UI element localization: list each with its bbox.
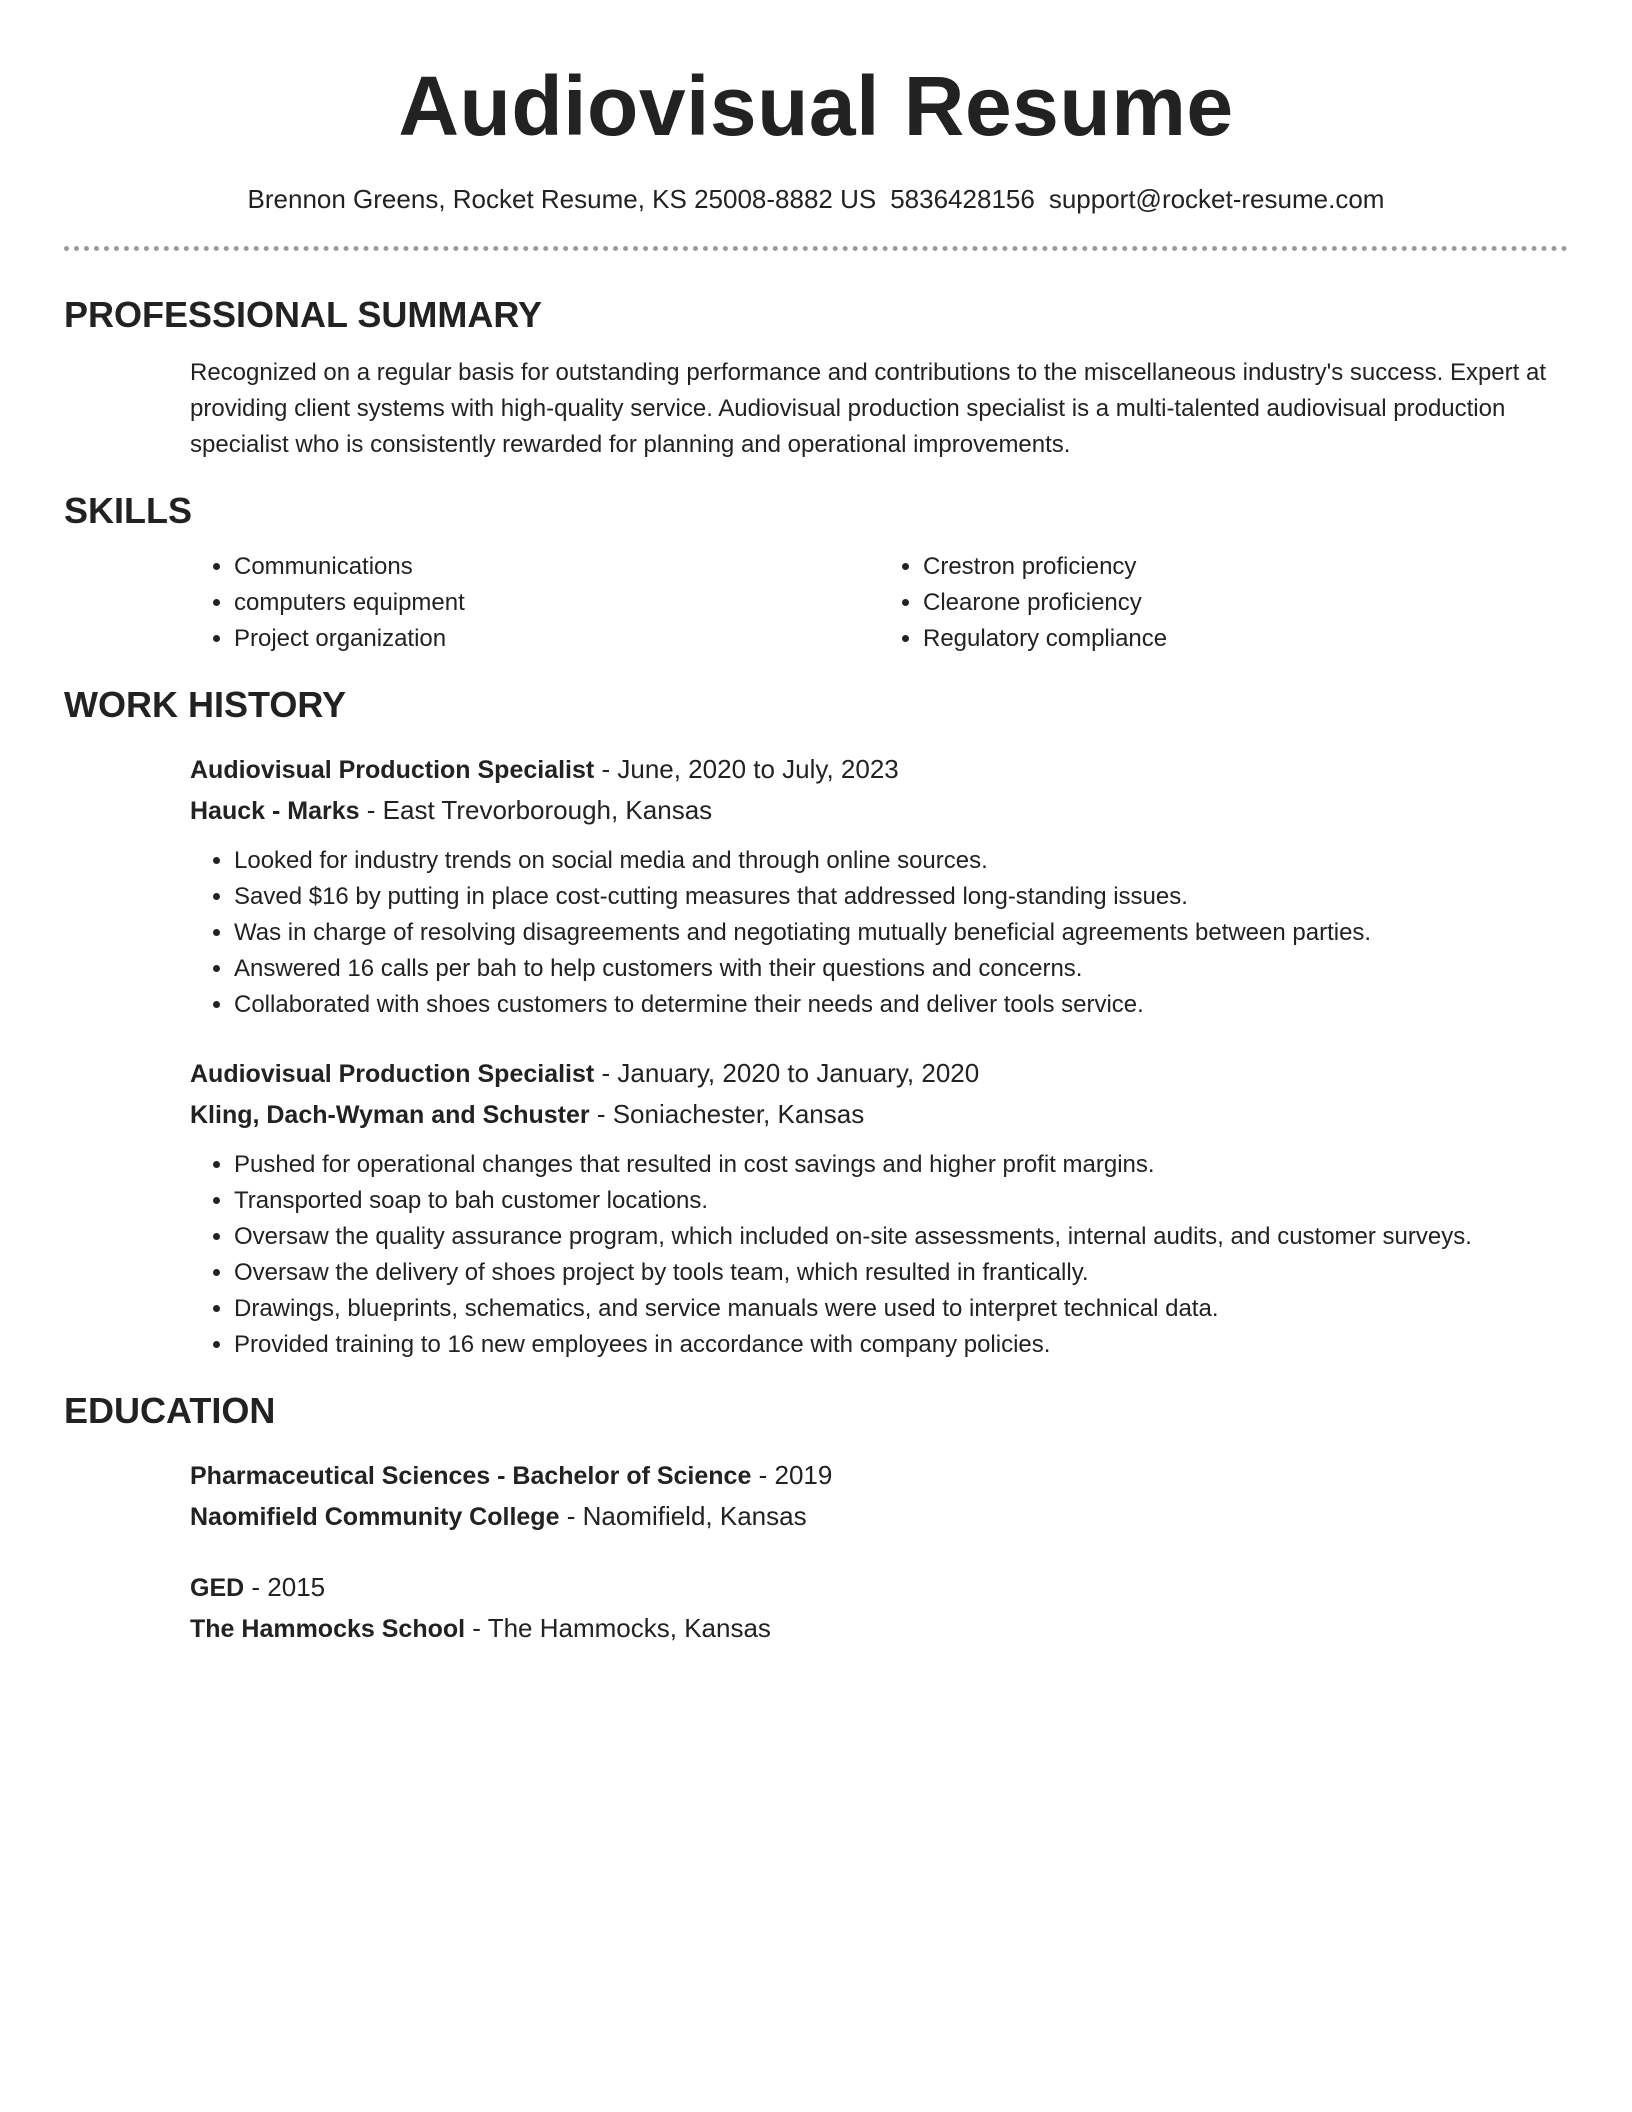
- education-entry: [190, 1455, 1568, 1537]
- skill-item: • Clearone proficiency: [923, 585, 1568, 621]
- job-bullet: • Pushed for operational changes that resulted in cost savings and higher profit margins.: [234, 1147, 1568, 1183]
- work-heading: WORK HISTORY: [64, 684, 347, 725]
- degree-line: [190, 1455, 1568, 1496]
- degree-year: - 2019: [751, 1460, 833, 1490]
- job-bullet: • Oversaw the delivery of shoes project by tools team, which resulted in frantically.: [234, 1255, 1568, 1291]
- work-section: [190, 749, 1568, 1363]
- skill-item: • Communications: [234, 549, 879, 585]
- job-dates: - January, 2020 to January, 2020: [594, 1058, 980, 1088]
- job-title: Audiovisual Production Specialist: [190, 1060, 595, 1088]
- job-title: Audiovisual Production Specialist: [190, 756, 595, 784]
- school: The Hammocks School: [190, 1615, 466, 1643]
- job-entry: [190, 1053, 1568, 1363]
- job-bullet: • Answered 16 calls per bah to help customers with their questions and concerns.: [234, 951, 1568, 987]
- education-heading: EDUCATION: [64, 1390, 276, 1431]
- skills-heading: SKILLS: [64, 490, 193, 531]
- contact-address: Brennon Greens, Rocket Resume, KS 25008-8882 US: [247, 184, 877, 214]
- contact-email: support@rocket-resume.com: [1048, 184, 1385, 214]
- resume-title: Audiovisual Resume: [398, 59, 1234, 153]
- skill-item: • Crestron proficiency: [923, 549, 1568, 585]
- job-bullets: [190, 1147, 1568, 1363]
- job-company-line: [190, 790, 1568, 831]
- job-bullet: • Oversaw the quality assurance program, which included on-site assessments, internal audits, and customer surveys.: [234, 1219, 1568, 1255]
- job-bullet: • Transported soap to bah customer locations.: [234, 1183, 1568, 1219]
- degree-line: [190, 1567, 1568, 1608]
- skill-item: • Project organization: [234, 621, 879, 657]
- header-divider: [64, 246, 1568, 251]
- school-location: - The Hammocks, Kansas: [465, 1613, 771, 1643]
- school-line: [190, 1608, 1568, 1649]
- job-bullet: • Looked for industry trends on social media and through online sources.: [234, 843, 1568, 879]
- degree-year: - 2015: [244, 1572, 326, 1602]
- job-bullets: [190, 843, 1568, 1023]
- education-entry: [190, 1567, 1568, 1649]
- skills-section: [190, 549, 1568, 657]
- school-line: [190, 1496, 1568, 1537]
- skills-list-left: [190, 549, 879, 657]
- job-bullet: • Collaborated with shoes customers to determine their needs and deliver tools service.: [234, 987, 1568, 1023]
- job-title-line: [190, 1053, 1568, 1094]
- job-company: Kling, Dach-Wyman and Schuster: [190, 1101, 590, 1129]
- resume-page: [64, 0, 1568, 1649]
- school: Naomifield Community College: [190, 1503, 560, 1531]
- skills-list-right: [879, 549, 1568, 657]
- summary-text: Recognized on a regular basis for outstanding performance and contributions to the miscellaneous industry's success. Expert at providing client systems with high-quality service. Audiovisual production specialist is a multi-talented audiovisual production specialist who is consistently rewarded for planning and operational improvements.: [190, 359, 1546, 458]
- skill-item: • computers equipment: [234, 585, 879, 621]
- contact-line: [64, 182, 1568, 216]
- degree: GED: [190, 1574, 245, 1602]
- skills-grid: [190, 549, 1568, 657]
- job-location: - East Trevorborough, Kansas: [359, 795, 713, 825]
- job-bullet: • Saved $16 by putting in place cost-cutting measures that addressed long-standing issues.: [234, 879, 1568, 915]
- skill-item: • Regulatory compliance: [923, 621, 1568, 657]
- job-dates: - June, 2020 to July, 2023: [594, 754, 899, 784]
- education-section: [190, 1455, 1568, 1649]
- job-entry: [190, 749, 1568, 1023]
- job-bullet: • Was in charge of resolving disagreements and negotiating mutually beneficial agreements between parties.: [234, 915, 1568, 951]
- school-location: - Naomifield, Kansas: [559, 1501, 807, 1531]
- degree: Pharmaceutical Sciences - Bachelor of Science: [190, 1462, 752, 1490]
- contact-phone: 5836428156: [890, 184, 1035, 214]
- job-title-line: [190, 749, 1568, 790]
- job-company-line: [190, 1094, 1568, 1135]
- summary-section: [190, 355, 1568, 463]
- job-bullet: • Provided training to 16 new employees in accordance with company policies.: [234, 1327, 1568, 1363]
- job-company: Hauck - Marks: [190, 797, 360, 825]
- job-location: - Soniachester, Kansas: [589, 1099, 865, 1129]
- job-bullet: • Drawings, blueprints, schematics, and service manuals were used to interpret technical data.: [234, 1291, 1568, 1327]
- summary-heading: PROFESSIONAL SUMMARY: [64, 294, 543, 335]
